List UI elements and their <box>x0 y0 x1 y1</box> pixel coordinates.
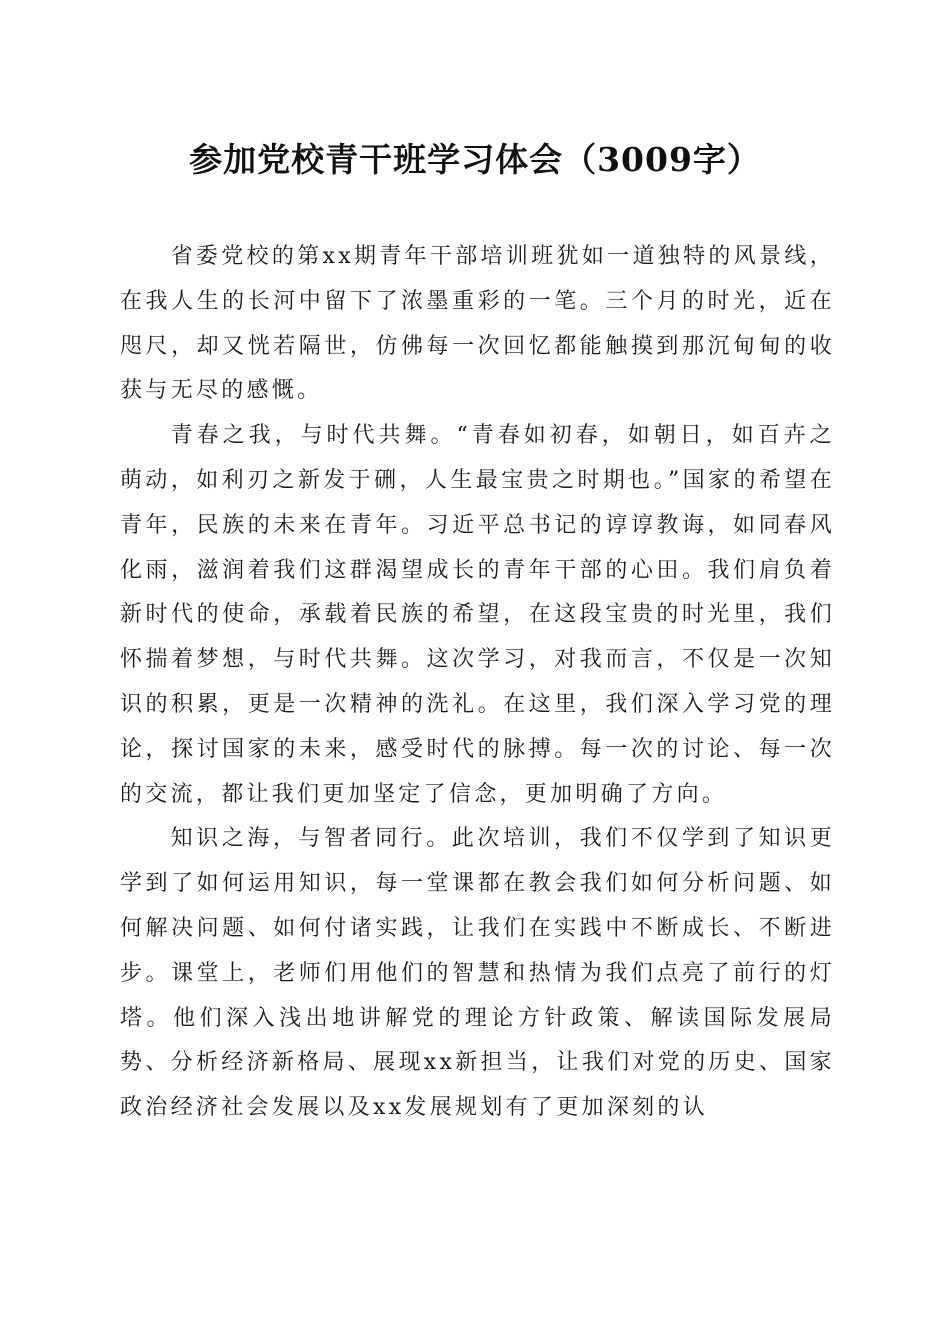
paragraph: 知识之海，与智者同行。此次培训，我们不仅学到了知识更学到了如何运用知识，每一堂课都在教会我们如何分析问题、如何解决问题、如何付诸实践，让我们在实践中不断成长、不断进步。课堂上，老师们用他们的智慧和热情为我们点亮了前行的灯塔。他们深入浅出地讲解党的理论方针政策、解读国际发展局势、分析经济新格局、展现xx新担当，让我们对党的历史、国家政治经济社会发展以及xx发展规划有了更加深刻的认 <box>120 826 835 1121</box>
document-title: 参加党校青干班学习体会（3009字） <box>189 140 761 179</box>
paragraph: 青春之我，与时代共舞。“青春如初春，如朝日，如百卉之萌动，如利刃之新发于硎，人生最宝贵之时期也。”国家的希望在青年，民族的未来在青年。习近平总书记的谆谆教诲，如同春风化雨，滋润着我们这群渴望成长的青年干部的心田。我们肩负着新时代的使命，承载着民族的希望，在这段宝贵的时光里，我们怀揣着梦想，与时代共舞。这次学习，对我而言，不仅是一次知识的积累，更是一次精神的洗礼。在这里，我们深入学习党的理论，探讨国家的未来，感受时代的脉搏。每一次的讨论、每一次的交流，都让我们更加坚定了信念，更加明确了方向。 <box>120 423 835 807</box>
paragraph: 省委党校的第xx期青年干部培训班犹如一道独特的风景线，在我人生的长河中留下了浓墨重彩的一笔。三个月的时光，近在咫尺，却又恍若隔世，仿佛每一次回忆都能触摸到那沉甸甸的收获与无尽的感慨。 <box>120 244 835 404</box>
document-body <box>120 235 835 1131</box>
